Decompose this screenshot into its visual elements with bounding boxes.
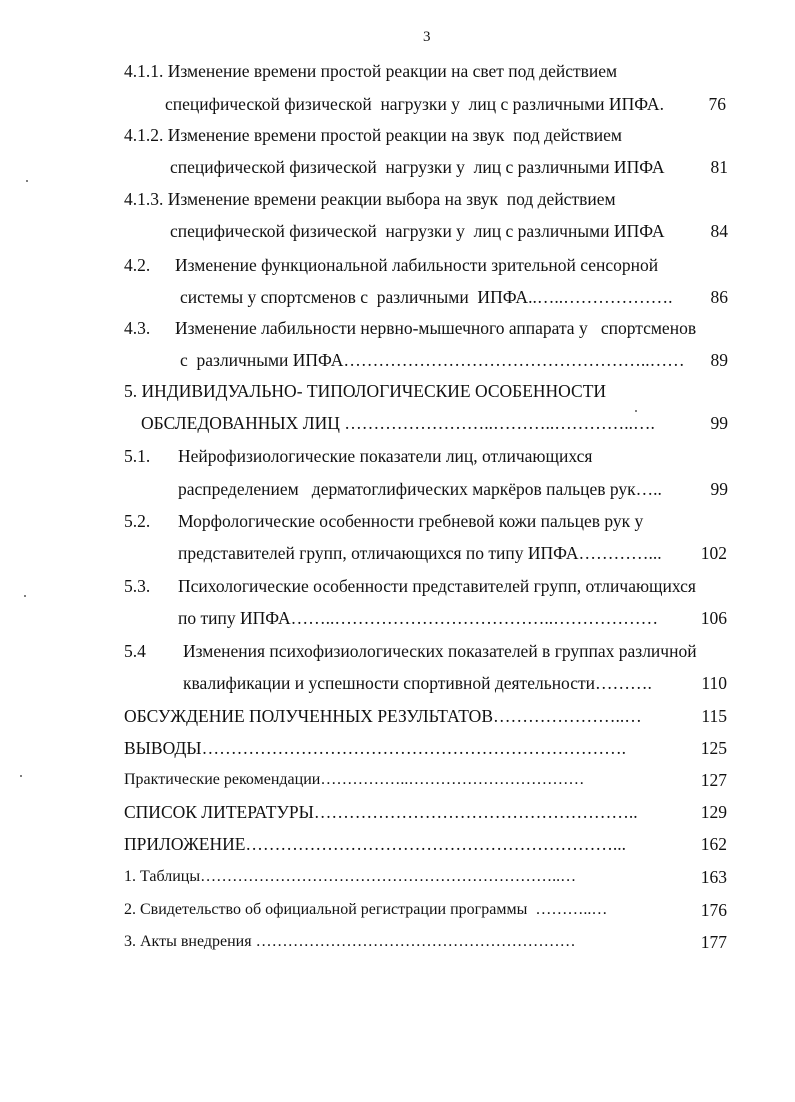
toc-entry-page: 106	[700, 608, 727, 628]
toc-entry-line1: 4.1.3. Изменение времени реакции выбора на звук под действием	[124, 189, 616, 209]
toc-chapter-line2: ОБСЛЕДОВАННЫХ ЛИЦ ……………………..………..…………..….	[141, 413, 655, 433]
toc-entry-line1: Морфологические особенности гребневой кожи пальцев рук у	[178, 511, 644, 531]
toc-entry-page: 115	[701, 706, 727, 726]
toc-entry-page: 162	[700, 834, 727, 854]
toc-entry-page: 76	[708, 94, 726, 114]
toc-entry-line1: 4.1.2. Изменение времени простой реакции на звук под действием	[124, 125, 622, 145]
toc-entry-line1: Нейрофизиологические показатели лиц, отличающихся	[178, 446, 593, 466]
toc-entry-line1: Изменение лабильности нервно-мышечного аппарата у спортсменов	[175, 318, 697, 338]
toc-entry-line2: квалификации и успешности спортивной деятельности……….	[183, 673, 652, 693]
toc-entry-line1: Психологические особенности представителей групп, отличающихся	[178, 576, 696, 596]
toc-entry-line2: специфической физической нагрузки у лиц с различными ИПФА	[170, 221, 665, 241]
scan-speck	[24, 595, 26, 597]
toc-entry-conclusions: ВЫВОДЫ……………………………………………………………….	[124, 738, 626, 758]
toc-entry-line2: распределением дерматоглифических маркёров пальцев рук…..	[178, 479, 662, 499]
page-number: 3	[423, 29, 431, 45]
toc-entry-page: 110	[701, 673, 727, 693]
scan-speck	[26, 180, 28, 182]
toc-entry-line2: системы у спортсменов с различными ИПФА..…..……………….	[180, 287, 673, 307]
toc-entry-line1: Изменения психофизиологических показателей в группах различной	[183, 641, 697, 661]
toc-entry-page: 99	[710, 413, 728, 433]
toc-entry-number: 5.4	[124, 641, 146, 661]
scan-speck	[635, 410, 637, 412]
toc-entry-number: 5.3.	[124, 576, 151, 596]
toc-entry-references: СПИСОК ЛИТЕРАТУРЫ………………………………………………..	[124, 802, 638, 822]
toc-entry-discussion: ОБСУЖДЕНИЕ ПОЛУЧЕННЫХ РЕЗУЛЬТАТОВ…………………..…	[124, 706, 642, 726]
toc-entry-line2: специфической физической нагрузки у лиц с различными ИПФА	[170, 157, 665, 177]
toc-entry-page: 176	[700, 900, 727, 920]
toc-entry-line1: Изменение функциональной лабильности зрительной сенсорной	[175, 255, 659, 275]
toc-entry-number: 5.1.	[124, 446, 151, 466]
toc-entry-line2: по типу ИПФА……..………………………………..………………	[178, 608, 659, 628]
toc-entry-page: 125	[700, 738, 727, 758]
toc-entry-page: 84	[710, 221, 728, 241]
toc-entry-page: 99	[710, 479, 728, 499]
toc-entry-line2: специфической физической нагрузки у лиц с различными ИПФА.	[165, 94, 664, 114]
toc-entry-number: 5.2.	[124, 511, 151, 531]
toc-entry-line2: представителей групп, отличающихся по типу ИПФА…………...	[178, 543, 662, 563]
toc-entry-implementation-acts: 3. Акты внедрения ……………………………………………………	[124, 933, 576, 950]
toc-entry-page: 89	[710, 350, 728, 370]
toc-entry-certificate: 2. Свидетельство об официальной регистрации программы ………..…	[124, 901, 608, 918]
toc-entry-page: 129	[700, 802, 727, 822]
toc-entry-recommendations: Практические рекомендации……………..……………………………	[124, 771, 585, 788]
toc-entry-number: 4.2.	[124, 255, 151, 275]
toc-entry-page: 127	[700, 770, 727, 790]
toc-chapter-line1: 5. ИНДИВИДУАЛЬНО- ТИПОЛОГИЧЕСКИЕ ОСОБЕННОСТИ	[124, 381, 607, 401]
toc-entry-line1: 4.1.1. Изменение времени простой реакции на свет под действием	[124, 61, 618, 81]
toc-entry-line2: с различными ИПФА……………………………………………..……	[180, 350, 685, 370]
toc-entry-page: 81	[710, 157, 728, 177]
toc-entry-page: 177	[700, 932, 727, 952]
scan-speck	[20, 775, 22, 777]
toc-entry-appendix: ПРИЛОЖЕНИЕ………………………………………………………...	[124, 834, 627, 854]
toc-entry-page: 102	[700, 543, 727, 563]
toc-entry-number: 4.3.	[124, 318, 151, 338]
toc-entry-tables: 1. Таблицы…………………………………………………………..…	[124, 868, 577, 885]
toc-entry-page: 86	[710, 287, 728, 307]
toc-entry-page: 163	[700, 867, 727, 887]
